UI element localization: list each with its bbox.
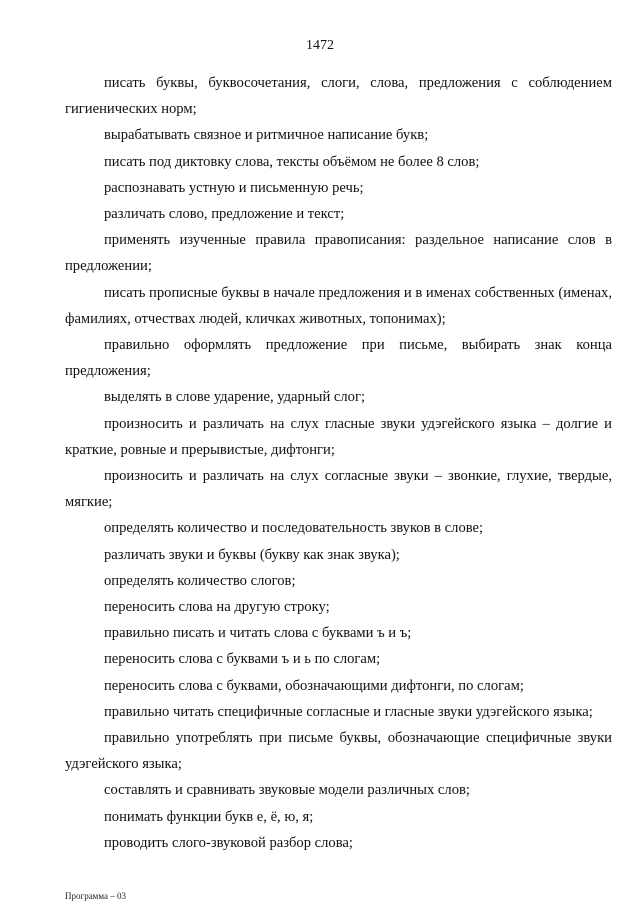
list-item: правильно употреблять при письме буквы, обозначающие специфичные звуки удэгейского языка; bbox=[65, 730, 612, 773]
page-footer: Программа – 03 bbox=[65, 891, 127, 901]
list-item: произносить и различать на слух гласные звуки удэгейского языка – долгие и краткие, ровные и прерывистые, дифтонги; bbox=[65, 415, 612, 458]
list-item: применять изученные правила правописания: раздельное написание слов в предложении; bbox=[65, 232, 612, 275]
list-item: определять количество и последовательность звуков в слове; bbox=[104, 520, 484, 537]
list-item: писать прописные буквы в начале предложения и в именах собственных (именах, фамилиях, отчествах людей, кличках животных, топонимах); bbox=[65, 284, 612, 327]
list-item: различать звуки и буквы (букву как знак звука); bbox=[104, 546, 400, 563]
list-item: выделять в слове ударение, ударный слог; bbox=[104, 389, 365, 406]
list-item: переносить слова с буквами ъ и ь по слогам; bbox=[104, 651, 381, 668]
list-item: вырабатывать связное и ритмичное написание букв; bbox=[104, 127, 429, 144]
list-item: правильно читать специфичные согласные и гласные звуки удэгейского языка; bbox=[104, 703, 593, 720]
document-body bbox=[65, 70, 612, 856]
list-item: писать под диктовку слова, тексты объёмом не более 8 слов; bbox=[104, 153, 480, 170]
list-item: распознавать устную и письменную речь; bbox=[104, 179, 364, 196]
list-item: переносить слова на другую строку; bbox=[104, 599, 330, 616]
list-item: произносить и различать на слух согласные звуки – звонкие, глухие, твердые, мягкие; bbox=[65, 468, 612, 511]
page-number: 1472 bbox=[306, 38, 334, 53]
list-item: понимать функции букв е, ё, ю, я; bbox=[104, 808, 314, 825]
list-item: переносить слова с буквами, обозначающими дифтонги, по слогам; bbox=[104, 677, 524, 694]
list-item: определять количество слогов; bbox=[104, 572, 296, 589]
list-item: писать буквы, буквосочетания, слоги, слова, предложения с соблюдением гигиенических норм; bbox=[65, 75, 612, 118]
list-item: правильно оформлять предложение при письме, выбирать знак конца предложения; bbox=[65, 337, 612, 380]
list-item: составлять и сравнивать звуковые модели различных слов; bbox=[104, 782, 470, 799]
list-item: проводить слого-звуковой разбор слова; bbox=[104, 834, 353, 851]
list-item: правильно писать и читать слова с буквами ъ и ъ; bbox=[104, 625, 412, 642]
list-item: различать слово, предложение и текст; bbox=[104, 206, 345, 223]
